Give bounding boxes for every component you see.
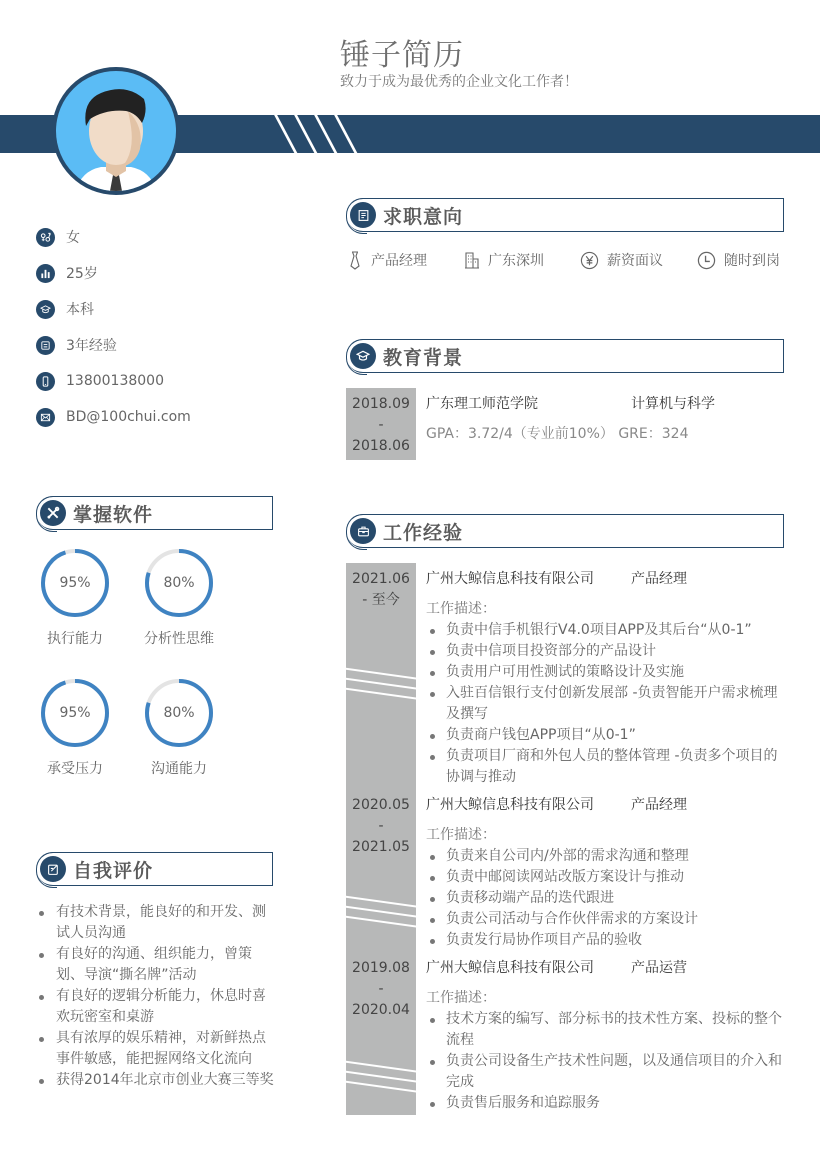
job-role: 产品运营: [631, 960, 687, 976]
self-eval-item: 有良好的逻辑分析能力，休息时喜欢玩密室和桌游: [36, 986, 276, 1028]
self-eval-list: [36, 902, 276, 1091]
info-age: [36, 255, 191, 291]
info-email: [36, 399, 191, 435]
duty-item: 入驻百信银行支付创新发展部 -负责智能开户需求梳理及撰写: [426, 683, 786, 725]
skill-item: [134, 678, 224, 778]
progress-ring: [144, 548, 214, 618]
duty-item: 负责项目厂商和外包人员的整体管理 -负责多个项目的协调与推动: [426, 746, 786, 788]
skill-label: 执行能力: [47, 631, 103, 647]
date-separator: -: [378, 981, 384, 997]
school-name: 广东理工师范学院: [426, 396, 538, 412]
section-header-self-eval: [36, 852, 273, 886]
banner-stripe: [332, 115, 362, 153]
skill-item: [30, 548, 120, 648]
skill-label: 承受压力: [47, 761, 103, 777]
date-start: 2020.05: [352, 797, 410, 813]
info-degree: [36, 291, 191, 327]
skill-percent: 80%: [163, 705, 195, 721]
date-end: 2018.06: [352, 438, 410, 454]
description-label: 工作描述：: [426, 601, 496, 617]
section-header-education: [346, 339, 784, 373]
intent-position: [347, 250, 464, 270]
major-name: 计算机与科学: [631, 396, 715, 412]
progress-ring: [144, 678, 214, 748]
skill-percent: 95%: [59, 575, 91, 591]
work-dates: [346, 569, 416, 611]
self-eval-item: 有技术背景，能良好的和开发、测试人员沟通: [36, 902, 276, 944]
duty-item: 技术方案的编写、部分标书的技术性方案、投标的整个流程: [426, 1009, 786, 1051]
age-text: 25岁: [66, 266, 98, 282]
graduation-cap-icon: [350, 343, 376, 369]
skill-label: 沟通能力: [151, 761, 207, 777]
graduation-cap-icon: [36, 300, 55, 319]
date-start: 2021.06: [352, 571, 410, 587]
email-text[interactable]: BD@100chui.com: [66, 409, 191, 425]
profile-info: [36, 219, 191, 435]
section-header-work: [346, 514, 784, 548]
date-end: 2020.04: [352, 1002, 410, 1018]
section-title: 工作经验: [383, 521, 464, 544]
company-name: 广州大鲸信息科技有限公司: [426, 571, 594, 587]
yen-icon: [580, 251, 599, 270]
gpa-text: GPA：3.72/4（专业前10%） GRE：324: [426, 426, 689, 442]
date-separator: -: [378, 818, 384, 834]
briefcase-icon: [350, 518, 376, 544]
bar-chart-icon: [36, 264, 55, 283]
duty-item: 负责中信项目投资部分的产品设计: [426, 641, 786, 662]
skill-item: [134, 548, 224, 648]
tools-icon: [40, 500, 66, 526]
building-icon: [464, 251, 480, 269]
resume-subtitle: 致力于成为最优秀的企业文化工作者！: [340, 74, 578, 90]
info-phone: [36, 363, 191, 399]
duty-item: 负责移动端产品的迭代跟进: [426, 888, 786, 909]
section-title: 掌握软件: [73, 503, 154, 526]
clock-icon: [697, 251, 716, 270]
edit-icon: [40, 856, 66, 882]
intent-location-text: 广东深圳: [488, 253, 544, 269]
progress-ring: [40, 678, 110, 748]
self-eval-item: 获得2014年北京市创业大赛三等奖: [36, 1070, 276, 1091]
avatar: [52, 67, 180, 195]
resume-title: 锤子简历: [340, 38, 464, 73]
gender-icon: [36, 228, 55, 247]
info-experience: [36, 327, 191, 363]
intent-location: [464, 250, 580, 270]
skill-label: 分析性思维: [144, 631, 214, 647]
job-role: 产品经理: [631, 571, 687, 587]
date-start: 2019.08: [352, 960, 410, 976]
duty-item: 负责中信手机银行V4.0项目APP及其后台“从0-1”: [426, 620, 786, 641]
date-end: - 至今: [362, 592, 400, 608]
calendar-icon: [36, 336, 55, 355]
duty-list: [426, 846, 786, 951]
work-dates: [346, 795, 416, 858]
duty-item: 负责公司设备生产技术性问题，以及通信项目的介入和完成: [426, 1051, 786, 1093]
degree-text: 本科: [66, 302, 94, 318]
job-intent-list: [347, 250, 787, 270]
skill-item: [30, 678, 120, 778]
section-title: 求职意向: [383, 205, 464, 228]
duty-list: [426, 620, 786, 788]
person-avatar-icon: [56, 71, 176, 191]
intent-availability: [697, 250, 780, 270]
gender-text: 女: [66, 230, 80, 246]
document-icon: [350, 202, 376, 228]
phone-text[interactable]: 13800138000: [66, 373, 164, 389]
mail-icon: [36, 408, 55, 427]
info-gender: [36, 219, 191, 255]
education-entry: [346, 388, 786, 460]
duty-item: 负责售后服务和追踪服务: [426, 1093, 786, 1114]
date-end: 2021.05: [352, 839, 410, 855]
section-header-intent: [346, 198, 784, 232]
description-label: 工作描述：: [426, 827, 496, 843]
duty-item: 负责发行局协作项目产品的验收: [426, 930, 786, 951]
date-separator: -: [378, 417, 384, 433]
intent-salary: [580, 250, 697, 270]
section-title: 自我评价: [73, 859, 154, 882]
education-dates: [346, 388, 416, 460]
job-role: 产品经理: [631, 797, 687, 813]
self-eval-item: 具有浓厚的娱乐精神，对新鲜热点事件敏感，能把握网络文化流向: [36, 1028, 276, 1070]
section-title: 教育背景: [383, 346, 464, 369]
company-name: 广州大鲸信息科技有限公司: [426, 797, 594, 813]
duty-list: [426, 1009, 786, 1114]
intent-salary-text: 薪资面议: [607, 253, 663, 269]
duty-item: 负责中邮阅读网站改版方案设计与推动: [426, 867, 786, 888]
tie-icon: [347, 250, 363, 270]
duty-item: 负责来自公司内/外部的需求沟通和整理: [426, 846, 786, 867]
date-start: 2018.09: [352, 396, 410, 412]
skill-percent: 80%: [163, 575, 195, 591]
phone-icon: [36, 372, 55, 391]
description-label: 工作描述：: [426, 990, 496, 1006]
intent-position-text: 产品经理: [371, 253, 427, 269]
section-header-skills: [36, 496, 273, 530]
duty-item: 负责公司活动与合作伙伴需求的方案设计: [426, 909, 786, 930]
progress-ring: [40, 548, 110, 618]
work-dates: [346, 958, 416, 1021]
self-eval-item: 有良好的沟通、组织能力，曾策划、导演“撕名牌”活动: [36, 944, 276, 986]
experience-text: 3年经验: [66, 338, 117, 354]
skill-percent: 95%: [59, 705, 91, 721]
company-name: 广州大鲸信息科技有限公司: [426, 960, 594, 976]
duty-item: 负责商户钱包APP项目“从0-1”: [426, 725, 786, 746]
intent-availability-text: 随时到岗: [724, 253, 780, 269]
duty-item: 负责用户可用性测试的策略设计及实施: [426, 662, 786, 683]
